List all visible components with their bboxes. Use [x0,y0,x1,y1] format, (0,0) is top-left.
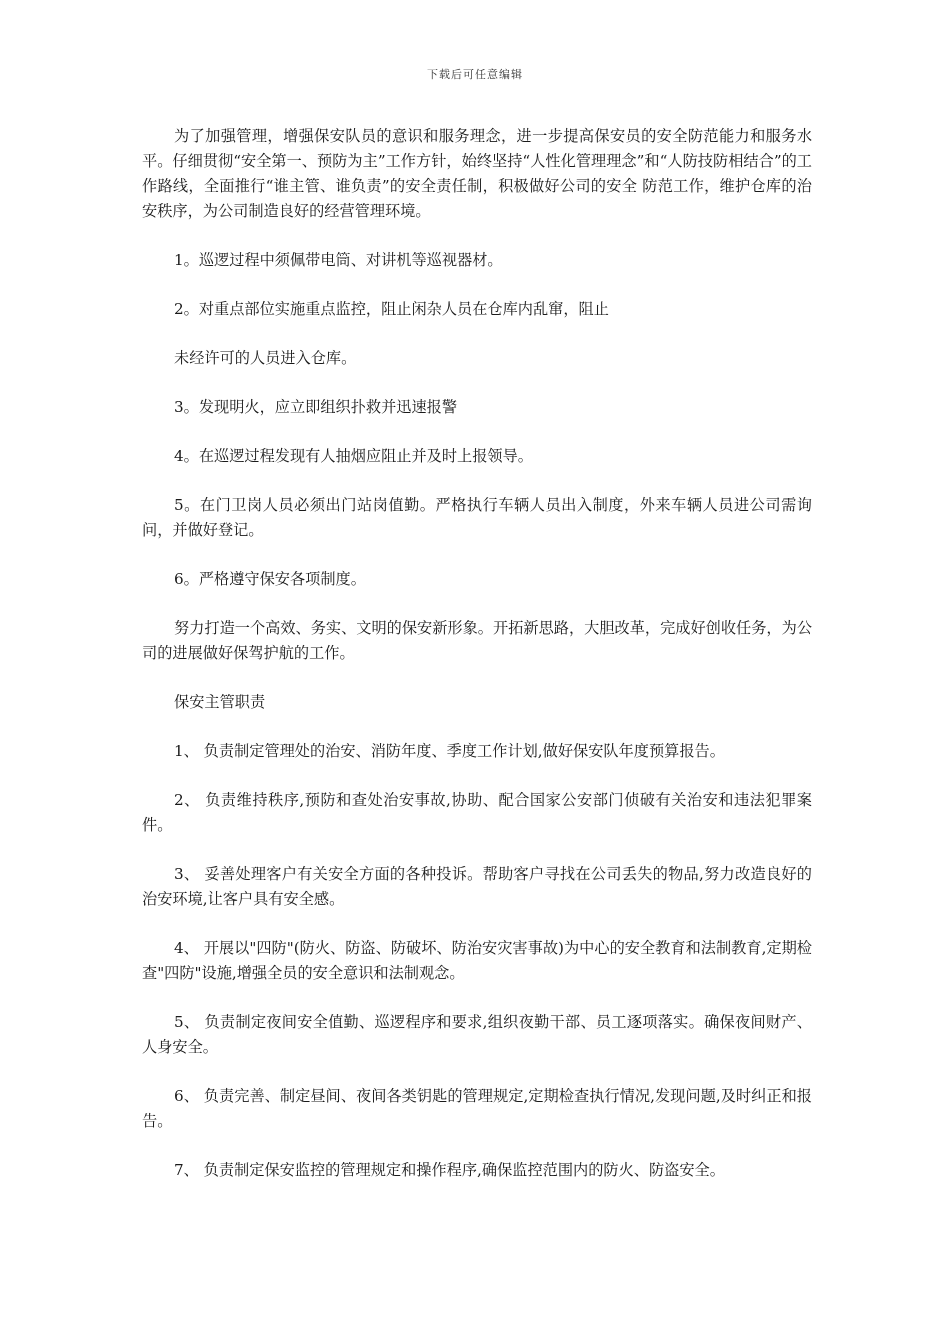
duty-item-2: 2、 负责维持秩序,预防和查处治安事故,协助、配合国家公安部门侦破有关治安和违法犯罪案件。 [142,791,812,834]
duty-item-1: 1、 负责制定管理处的治安、消防年度、季度工作计划,做好保安队年度预算报告。 [174,742,725,760]
rule-item-1: 1。巡逻过程中须佩带电筒、对讲机等巡视器材。 [174,251,503,269]
section-heading: 保安主管职责 [174,693,266,711]
intro-paragraph: 为了加强管理，增强保安队员的意识和服务理念，进一步提高保安员的安全防范能力和服务水平。仔细贯彻“安全第一、预防为主”工作方针，始终坚持“人性化管理理念”和“人防技防相结合”的工作路线，全面推行“谁主管、谁负责”的安全责任制，积极做好公司的安全 防范工作，维护仓库的治安秩序，为公司制造良好的经营管理环境。 [142,127,812,220]
rule-item-6: 6。严格遵守保安各项制度。 [174,570,366,588]
page-header-note: 下载后可任意编辑 [427,68,523,81]
goal-paragraph: 努力打造一个高效、务实、文明的保安新形象。开拓新思路，大胆改革，完成好创收任务，为公司的进展做好保驾护航的工作。 [142,619,812,662]
document-body [142,124,812,1183]
rule-item-3: 3。发现明火，应立即组织扑救并迅速报警 [174,398,458,416]
duty-item-6: 6、 负责完善、制定昼间、夜间各类钥匙的管理规定,定期检查执行情况,发现问题,及时纠正和报告。 [142,1087,812,1130]
duty-item-4: 4、 开展以"四防"(防火、防盗、防破坏、防治安灾害事故)为中心的安全教育和法制教育,定期检查"四防"设施,增强全员的安全意识和法制观念。 [142,939,812,982]
rule-item-5: 5。在门卫岗人员必须出门站岗值勤。严格执行车辆人员出入制度，外来车辆人员进公司需询问，并做好登记。 [142,496,812,539]
rule-item-4: 4。在巡逻过程发现有人抽烟应阻止并及时上报领导。 [174,447,533,465]
rule-item-2-continued: 未经许可的人员进入仓库。 [174,349,357,367]
duty-item-3: 3、 妥善处理客户有关安全方面的各种投诉。帮助客户寻找在公司丢失的物品,努力改造良好的治安环境,让客户具有安全感。 [142,865,812,908]
duty-item-5: 5、 负责制定夜间安全值勤、巡逻程序和要求,组织夜勤干部、员工逐项落实。确保夜间财产、人身安全。 [142,1013,812,1056]
rule-item-2: 2。对重点部位实施重点监控，阻止闲杂人员在仓库内乱窜，阻止 [174,300,609,318]
duty-item-7: 7、 负责制定保安监控的管理规定和操作程序,确保监控范围内的防火、防盗安全。 [174,1161,725,1179]
